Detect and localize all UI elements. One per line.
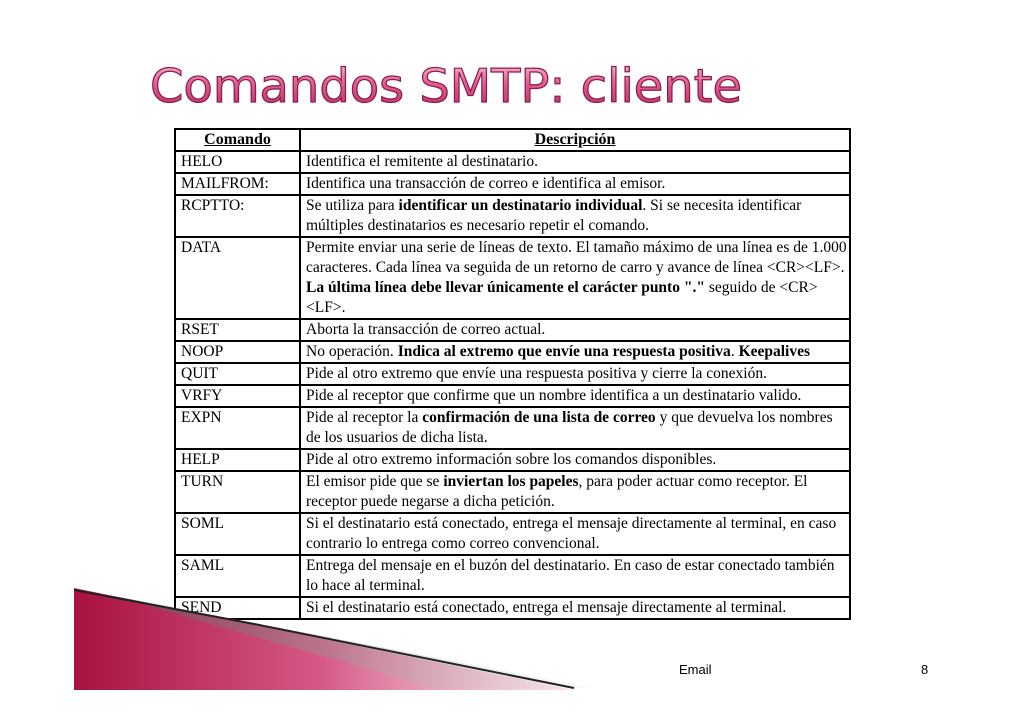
command-cell: RCPTTO: [175,195,300,237]
description-text: y que devuelva los nombres de los usuarios de dicha lista. [306,409,833,446]
description-cell [300,195,850,237]
command-cell: HELP [175,449,300,471]
table-row [175,513,850,555]
footer-label: Email [679,662,712,677]
description-cell [300,363,850,385]
corner-decoration-graphic [74,588,594,690]
command-cell: EXPN [175,407,300,449]
command-cell: NOOP [175,341,300,363]
description-text: Pide al receptor la [306,409,423,426]
command-cell: DATA [175,237,300,319]
table-row [175,341,850,363]
description-text: Si el destinatario está conectado, entrega el mensaje directamente al terminal, en caso contrario lo entrega como correo convencional. [306,515,837,552]
slide-title-text: Comandos SMTP: cliente [150,59,742,113]
description-text: Se utiliza para [306,197,399,214]
command-cell: QUIT [175,363,300,385]
header-command: Comando [175,129,300,151]
description-text: Entrega del mensaje en el buzón del destinatario. En caso de estar conectado también lo hace al terminal. [306,557,835,594]
command-cell: VRFY [175,385,300,407]
description-cell [300,151,850,173]
table-row [175,407,850,449]
description-cell [300,173,850,195]
header-description: Descripción [300,129,850,151]
table-row [175,385,850,407]
command-cell: MAILFROM: [175,173,300,195]
description-bold-text: confirmación de una lista de correo [422,409,656,426]
description-text: Identifica el remitente al destinatario. [306,153,538,170]
commands-table [174,128,851,620]
description-cell [300,237,850,319]
description-text: Aborta la transacción de correo actual. [306,321,546,338]
slide-title [150,56,870,116]
description-cell [300,341,850,363]
description-text: Pide al receptor que confirme que un nombre identifica a un destinatario valido. [306,387,802,404]
command-cell: HELO [175,151,300,173]
description-text: El emisor pide que se [306,473,444,490]
table-row [175,237,850,319]
table-row [175,319,850,341]
description-text: Pide al otro extremo que envíe una respuesta positiva y cierre la conexión. [306,365,767,382]
command-cell: SEND [175,597,300,619]
description-text: Identifica una transacción de correo e identifica al emisor. [306,175,666,192]
description-cell [300,449,850,471]
description-bold-text: Keepalives [738,343,811,360]
description-cell [300,319,850,341]
table-row [175,173,850,195]
description-text: . Si se necesita identificar múltiples destinatarios es necesario repetir el comando. [306,197,802,234]
description-text: Permite enviar una serie de líneas de texto. El tamaño máximo de una línea es de 1.000 caracteres. Cada línea va seguida de un retorno de carro y avance de línea <CR><LF>. [306,239,847,276]
description-text: Pide al otro extremo información sobre los comandos disponibles. [306,451,717,468]
page-number: 8 [921,662,929,677]
commands-table-container [174,128,849,620]
table-header-row [175,129,850,151]
command-cell: TURN [175,471,300,513]
slide-title-graphic [150,56,870,120]
table-row [175,195,850,237]
description-bold-text: inviertan los papeles [443,473,579,490]
command-cell: SOML [175,513,300,555]
description-bold-text: Indica al extremo que envíe una respuesta positiva [397,343,731,360]
table-row [175,363,850,385]
table-row [175,449,850,471]
description-cell [300,407,850,449]
command-cell: SAML [175,555,300,597]
description-cell [300,513,850,555]
description-bold-text: identificar un destinatario individual [398,197,643,214]
description-cell [300,471,850,513]
description-text: No operación. [306,343,398,360]
description-text: , para poder actuar como receptor. El receptor puede negarse a dicha petición. [306,473,808,510]
description-bold-text: La última línea debe llevar únicamente el carácter punto "." [306,279,705,296]
table-row [175,471,850,513]
description-cell [300,385,850,407]
description-text: Si el destinatario está conectado, entrega el mensaje directamente al terminal. [306,599,787,616]
command-cell: RSET [175,319,300,341]
table-body [175,151,850,619]
description-text: seguido de <CR><LF>. [306,279,818,316]
table-row [175,151,850,173]
description-text: . [730,343,739,360]
